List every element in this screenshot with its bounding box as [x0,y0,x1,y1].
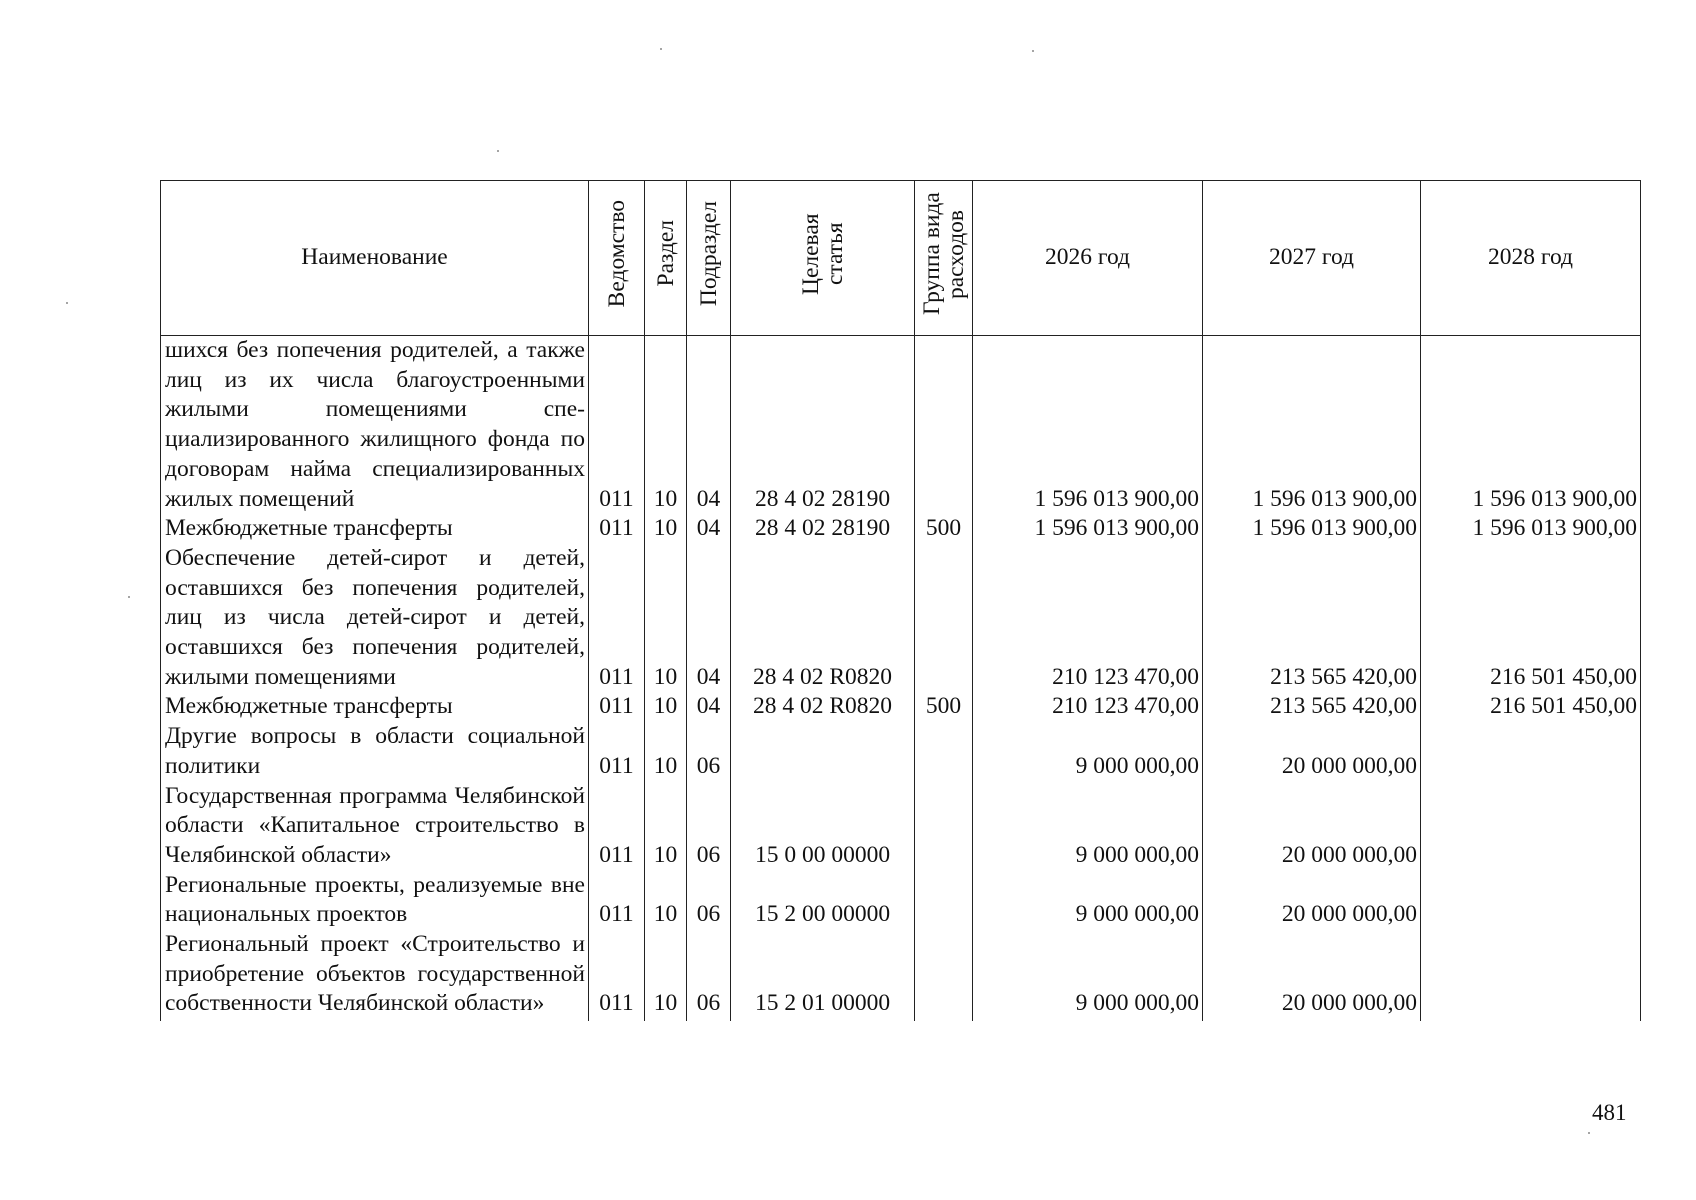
header-name-label: Наименование [301,244,448,271]
cell-target-article: 15 2 00 00000 [731,871,915,930]
cell-target-article: 28 4 02 28190 [731,514,915,544]
cell-department: 011 [589,336,645,515]
cell-expense-group [915,722,973,781]
cell-2027: 213 565 420,00 [1203,544,1421,693]
cell-department: 011 [589,871,645,930]
cell-2027: 20 000 000,00 [1203,871,1421,930]
header-expense-group [915,181,973,336]
cell-2026: 1 596 013 900,00 [973,336,1203,515]
cell-section: 10 [645,782,687,871]
cell-2027: 213 565 420,00 [1203,692,1421,722]
cell-expense-group [915,871,973,930]
cell-department: 011 [589,782,645,871]
cell-section: 10 [645,514,687,544]
cell-name: Межбюджетные трансферты [161,692,589,722]
cell-subsection: 06 [687,871,731,930]
cell-section: 10 [645,544,687,693]
table-row [161,871,1641,930]
cell-target-article: 15 2 01 00000 [731,930,915,1021]
header-year-2027 [1203,181,1421,336]
table-row [161,514,1641,544]
table-row [161,782,1641,871]
cell-subsection: 04 [687,514,731,544]
cell-2026: 210 123 470,00 [973,544,1203,693]
header-expense-group-label: Группа вида расходов [918,192,969,316]
cell-department: 011 [589,722,645,781]
cell-2028: 216 501 450,00 [1421,692,1641,722]
header-year-2028-label: 2028 год [1488,244,1573,271]
cell-expense-group: 500 [915,692,973,722]
cell-2028 [1421,871,1641,930]
scan-speck [66,302,68,304]
cell-name: Другие вопросы в области социальной политики [161,722,589,781]
cell-section: 10 [645,871,687,930]
table-row [161,722,1641,781]
cell-subsection: 06 [687,930,731,1021]
cell-expense-group [915,930,973,1021]
header-year-2027-label: 2027 год [1269,244,1354,271]
cell-name: Региональный проект «Строительство и приобретение объектов государственной собственности Челябинской области» [161,930,589,1021]
cell-department: 011 [589,930,645,1021]
cell-target-article: 28 4 02 R0820 [731,544,915,693]
table-row [161,692,1641,722]
page-number: 481 [1592,1100,1627,1125]
cell-2027: 20 000 000,00 [1203,722,1421,781]
header-subsection [687,181,731,336]
cell-expense-group [915,544,973,693]
cell-expense-group: 500 [915,514,973,544]
cell-expense-group [915,336,973,515]
cell-target-article: 28 4 02 R0820 [731,692,915,722]
cell-section: 10 [645,336,687,515]
cell-section: 10 [645,722,687,781]
header-department-label: Ведомство [603,199,630,308]
cell-2028 [1421,930,1641,1021]
scan-speck [660,48,662,50]
cell-2026: 9 000 000,00 [973,782,1203,871]
header-target-article-label: Целевая статья [797,212,848,295]
cell-2027: 20 000 000,00 [1203,782,1421,871]
header-section-label: Раздел [652,220,679,287]
cell-name: Государственная программа Челябинской области «Капитальное строительство в Челябинской области» [161,782,589,871]
table-body [161,336,1641,1022]
cell-2028: 1 596 013 900,00 [1421,336,1641,515]
cell-name: шихся без попечения родителей, а также лиц из их числа благоустроенными жилыми помещениями специализированного жилищного фонда по договорам найма специализированных жилых помещений [161,336,589,515]
header-department [589,181,645,336]
cell-subsection: 06 [687,722,731,781]
cell-2026: 1 596 013 900,00 [973,514,1203,544]
cell-target-article: 15 0 00 00000 [731,782,915,871]
budget-table [160,180,1641,1021]
cell-subsection: 06 [687,782,731,871]
cell-2027: 1 596 013 900,00 [1203,514,1421,544]
cell-name: Обеспечение детей-сирот и детей, оставшихся без попечения родителей, лиц из числа детей-сирот и детей, оставшихся без попечения родителей, жилыми помещениями [161,544,589,693]
header-year-2028 [1421,181,1641,336]
scan-speck [497,150,499,152]
cell-department: 011 [589,544,645,693]
cell-2026: 210 123 470,00 [973,692,1203,722]
header-section [645,181,687,336]
table-row [161,336,1641,515]
cell-section: 10 [645,930,687,1021]
scan-speck [128,596,130,598]
table-row [161,930,1641,1021]
cell-2027: 1 596 013 900,00 [1203,336,1421,515]
cell-expense-group [915,782,973,871]
header-year-2026 [973,181,1203,336]
table-header [161,181,1641,336]
cell-2027: 20 000 000,00 [1203,930,1421,1021]
cell-2028: 216 501 450,00 [1421,544,1641,693]
cell-2028: 1 596 013 900,00 [1421,514,1641,544]
header-subsection-label: Подраздел [695,201,722,307]
header-name [161,181,589,336]
cell-department: 011 [589,692,645,722]
cell-subsection: 04 [687,336,731,515]
cell-section: 10 [645,692,687,722]
cell-2028 [1421,782,1641,871]
cell-department: 011 [589,514,645,544]
scan-speck [1588,1132,1590,1134]
cell-2026: 9 000 000,00 [973,722,1203,781]
header-target-article [731,181,915,336]
scan-speck [1032,50,1034,52]
cell-2026: 9 000 000,00 [973,930,1203,1021]
cell-name: Региональные проекты, реализуемые вне национальных проектов [161,871,589,930]
cell-target-article: 28 4 02 28190 [731,336,915,515]
cell-name: Межбюджетные трансферты [161,514,589,544]
cell-2026: 9 000 000,00 [973,871,1203,930]
cell-subsection: 04 [687,692,731,722]
cell-2028 [1421,722,1641,781]
header-year-2026-label: 2026 год [1045,244,1130,271]
cell-target-article [731,722,915,781]
cell-subsection: 04 [687,544,731,693]
table-row [161,544,1641,693]
